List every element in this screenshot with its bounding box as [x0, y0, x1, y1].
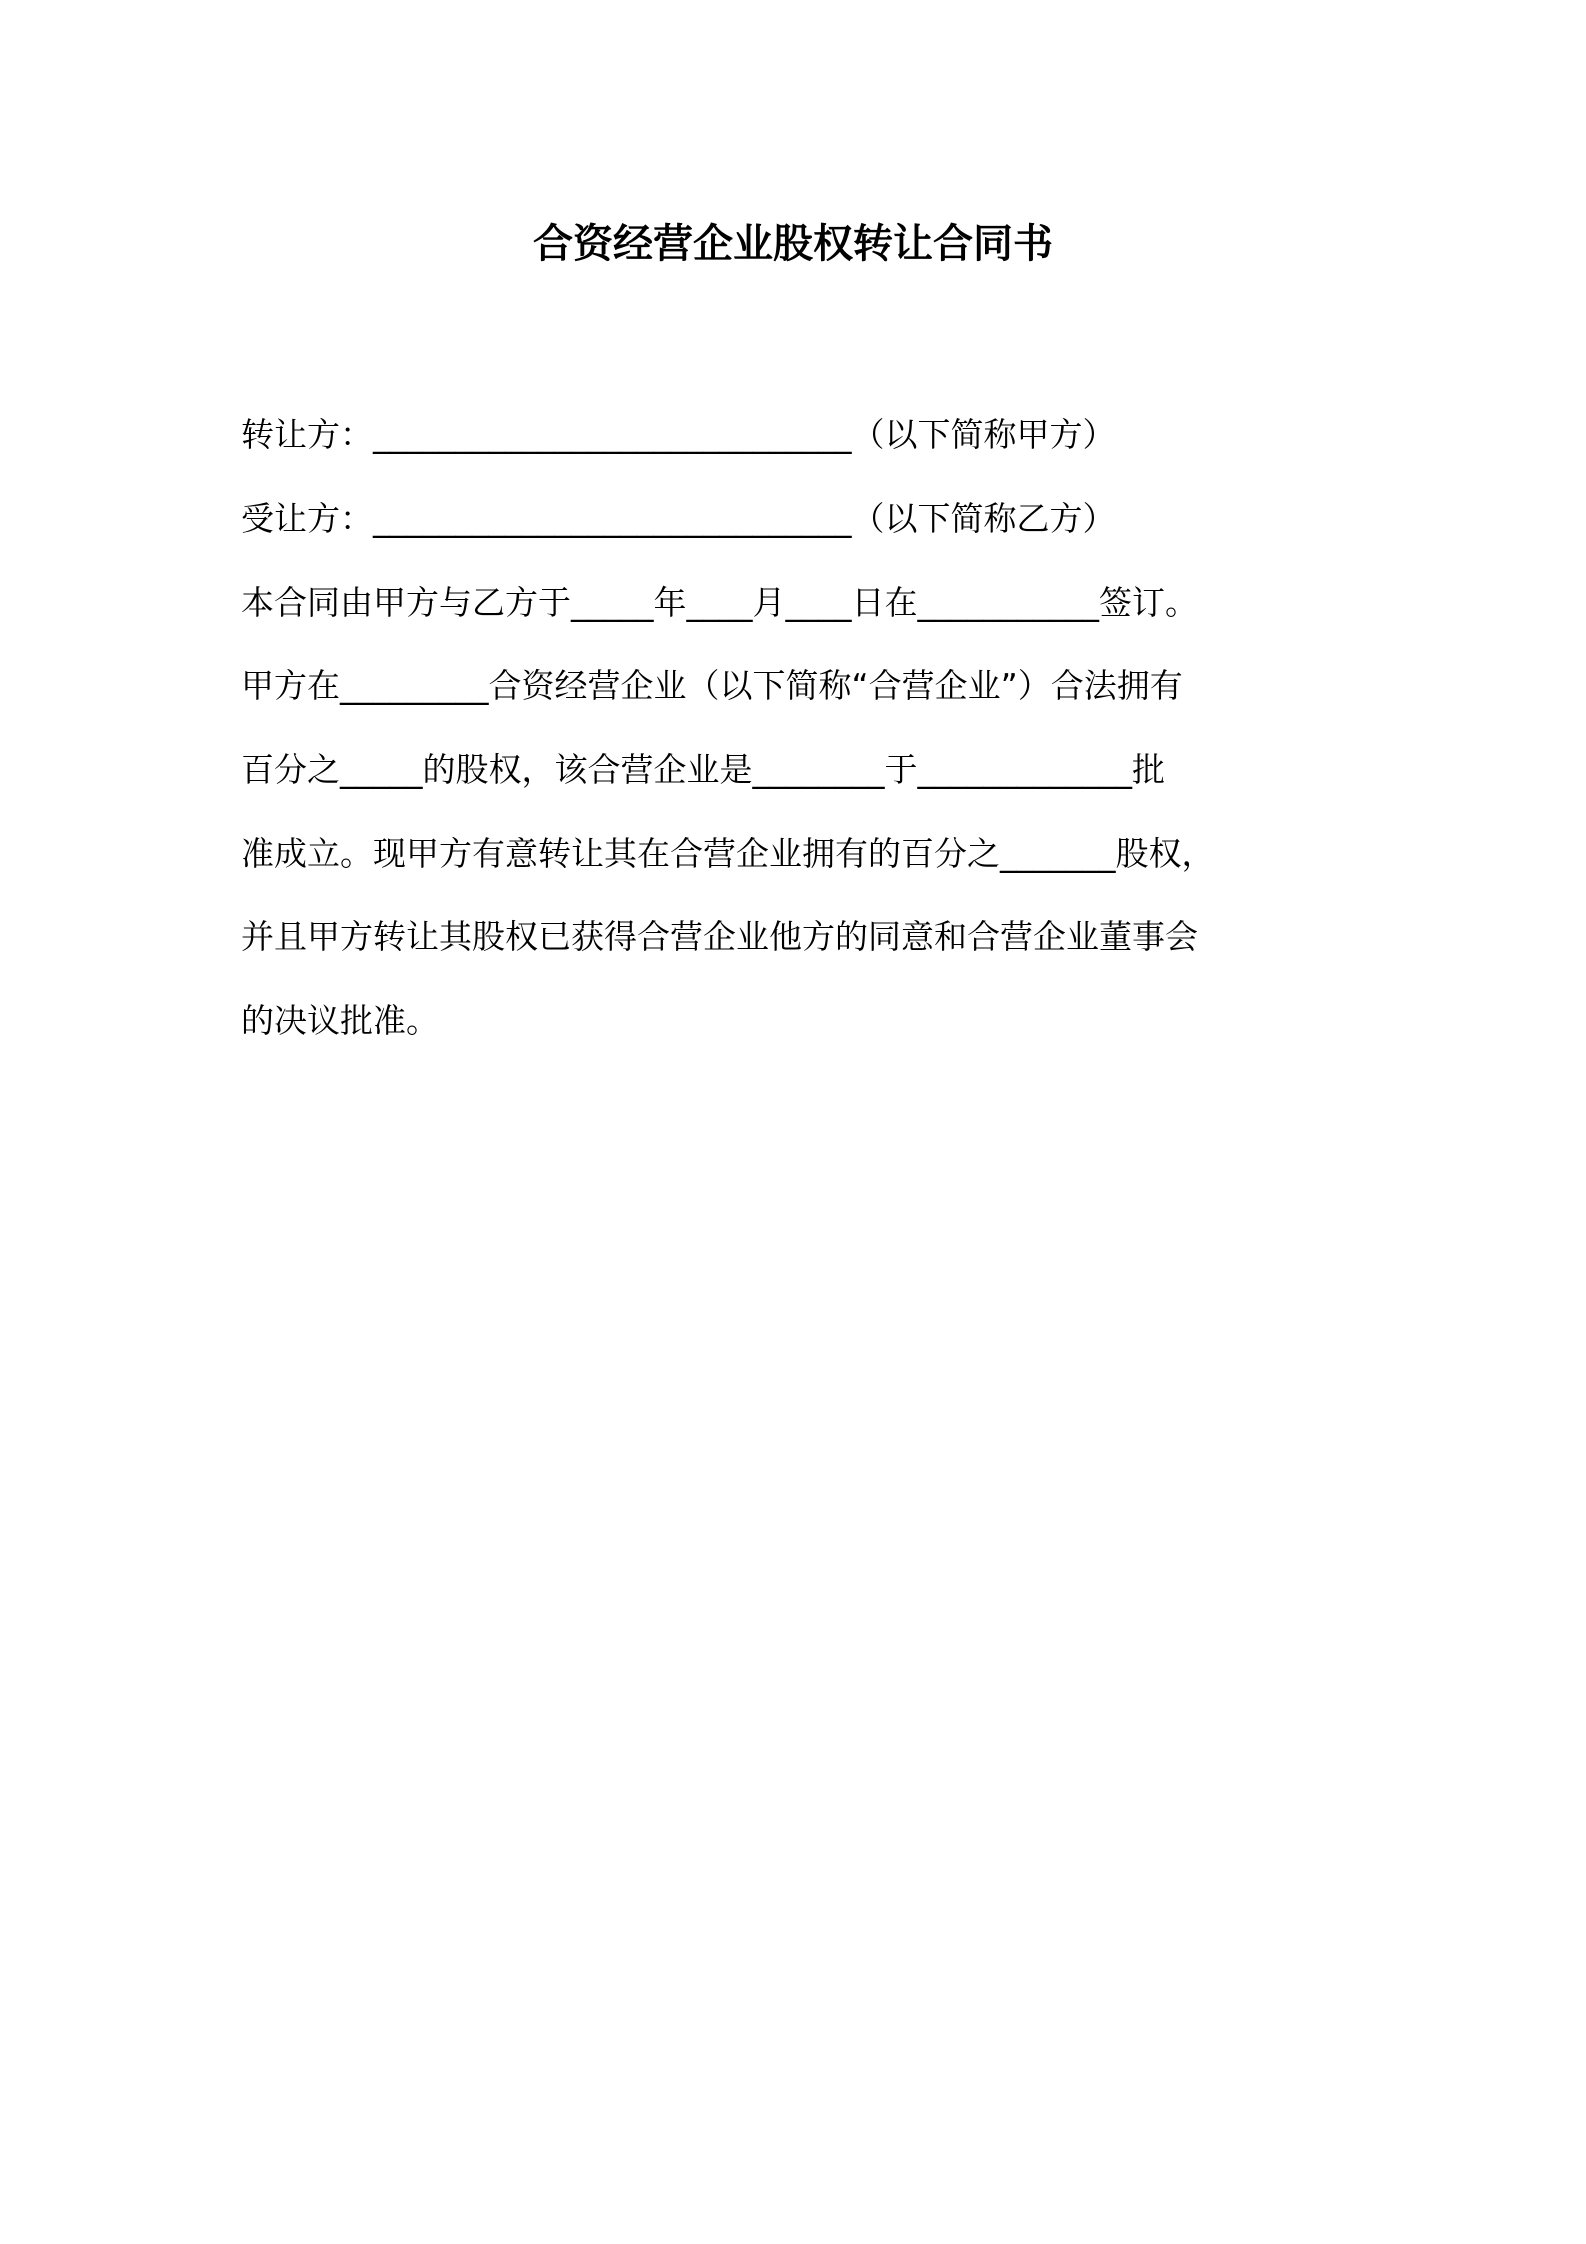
paragraph-line-4: 并且甲方转让其股权已获得合营企业他方的同意和合营企业董事会 — [241, 917, 1198, 956]
paragraph-line-1: 甲方在_________合资经营企业（以下简称“合营企业”）合法拥有 — [241, 666, 1183, 705]
paragraph-line-3: 准成立。现甲方有意转让其在合营企业拥有的百分之_______股权， — [241, 834, 1215, 873]
transferee-line: 受让方：_____________________________（以下简称乙方） — [241, 499, 1116, 538]
paragraph-line-2: 百分之_____的股权，该合营企业是________于_____________批 — [241, 750, 1165, 789]
signing-date-line: 本合同由甲方与乙方于_____年____月____日在___________签订。 — [241, 583, 1198, 622]
document-title: 合资经营企业股权转让合同书 — [533, 221, 1053, 267]
paragraph-line-5: 的决议批准。 — [241, 1001, 439, 1040]
transferor-line: 转让方：_____________________________（以下简称甲方） — [241, 415, 1116, 454]
